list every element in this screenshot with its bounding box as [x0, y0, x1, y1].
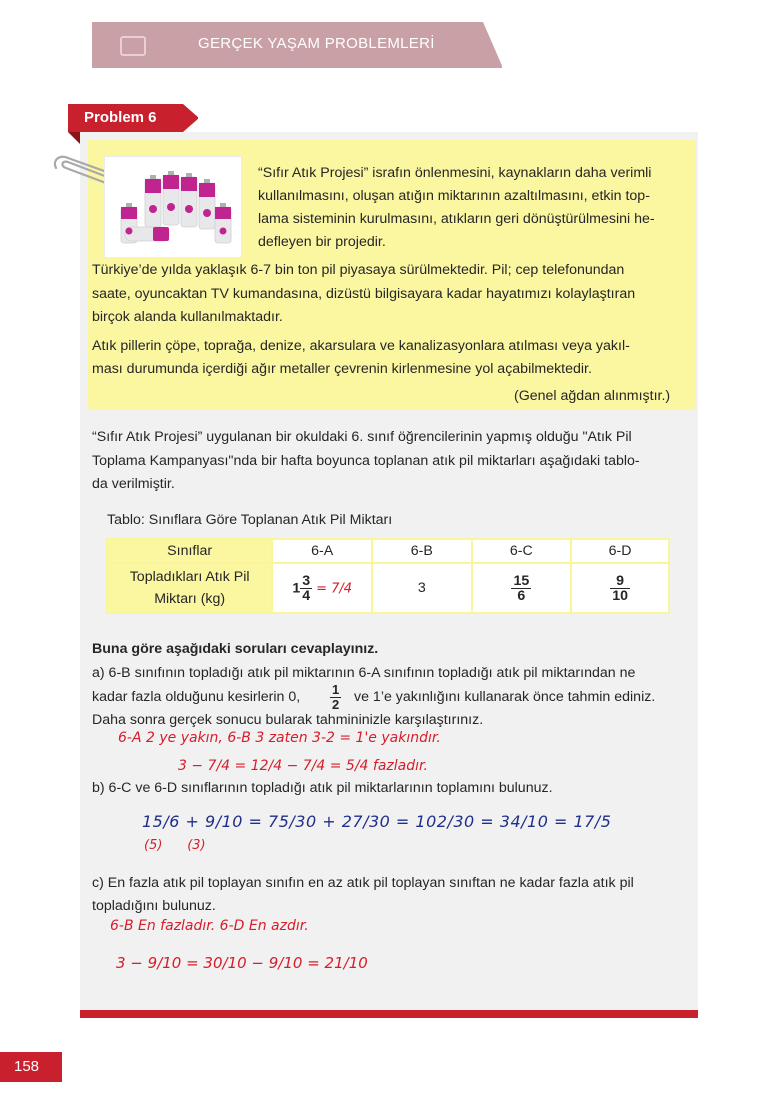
para2-line-3: birçok alanda kullanılmaktadır.: [92, 309, 283, 325]
table-col-6d: 6-D: [571, 539, 669, 563]
value-6c-fraction: [511, 574, 531, 603]
intro-line-3: lama sisteminin kurulmasını, atıkların geri dönüştürülmesini he-: [258, 211, 655, 227]
para3-line-1: Atık pillerin çöpe, toprağa, denize, akarsulara ve kanalizasyonlara atılması veya yakıl-: [92, 338, 630, 354]
handwriting-b-expression: 15/6 + 9/10 = 75/30 + 27/30 = 102/30 = 34/10 = 17/5: [142, 812, 612, 831]
page-header-title: GERÇEK YAŞAM PROBLEMLERİ: [198, 35, 435, 52]
table-caption: Tablo: Sınıflara Göre Toplanan Atık Pil Miktarı: [107, 512, 393, 528]
question-a-line-2: kadar fazla olduğunu kesirlerin 0,: [92, 689, 301, 705]
table-cell-6c: [472, 563, 572, 613]
para2-line-1: Türkiye’de yılda yaklaşık 6-7 bin ton pil piyasaya sürülmektedir. Pil; cep telefonundan: [92, 262, 625, 278]
value-6a-whole: 1: [292, 579, 301, 596]
para4-line-1: “Sıfır Atık Projesi” uygulanan bir okuldaki 6. sınıf öğrencilerinin yapmış olduğu "Atık Pil: [92, 429, 632, 445]
para4-line-3: da verilmiştir.: [92, 476, 175, 492]
value-6a-fraction: [300, 574, 312, 603]
table-cell-6a: [272, 563, 372, 613]
row-label-line-1: Topladıkları Atık Pil: [129, 569, 250, 585]
value-6c-denominator: 6: [517, 587, 526, 604]
half-numerator: 1: [332, 682, 340, 697]
handwriting-b-multipliers: (5) (3): [144, 838, 206, 853]
half-fraction: [330, 683, 341, 712]
para4-line-2: Toplama Kampanyası"nda bir hafta boyunca toplanan atık pil miktarları aşağıdaki tablo-: [92, 453, 640, 469]
intro-line-1: “Sıfır Atık Projesi” israfın önlenmesini, kaynakların daha verimli: [258, 165, 652, 181]
bottom-rule: [80, 1010, 698, 1018]
table-col-6c: 6-C: [472, 539, 572, 563]
handwriting-a-line-2: 3 − 7/4 = 12/4 − 7/4 = 5/4 fazladır.: [178, 758, 428, 774]
intro-line-4: defleyen bir projedir.: [258, 234, 386, 250]
value-6a-numerator: 3: [302, 572, 311, 589]
book-logo-icon: [120, 36, 146, 56]
problem-title: Problem 6: [84, 109, 157, 126]
table-cell-6d: [571, 563, 669, 613]
handwriting-a-line-1: 6-A 2 ye yakın, 6-B 3 zaten 3-2 = 1'e yakındır.: [118, 730, 441, 746]
value-6d-numerator: 9: [610, 574, 630, 589]
page-number: 158: [14, 1058, 40, 1075]
table-row-label: [107, 563, 272, 613]
intro-line-2: kullanılmasını, oluşan atığın miktarının azaltılmasını, etkin top-: [258, 188, 650, 204]
battery-illustration: [105, 157, 241, 257]
table-cell-6b: 3: [372, 563, 471, 613]
para2-line-2: saate, oyuncaktan TV kumandasına, dizüstü bilgisayara kadar hayatımızı kolaylaştıran: [92, 286, 636, 302]
handwriting-c-line-1: 6-B En fazladır. 6-D En azdır.: [110, 918, 309, 934]
para3-line-2: ması durumunda içerdiği ağır metaller çevrenin kirlenmesine yol açabilmektedir.: [92, 361, 592, 377]
value-6a-handwritten: = 7/4: [316, 580, 353, 596]
question-c-line-2: topladığını bulunuz.: [92, 898, 216, 914]
value-6d-fraction: [610, 574, 630, 603]
question-a-line-4: Daha sonra gerçek sonucu bularak tahmininizle karşılaştırınız.: [92, 712, 484, 728]
question-a-line-1: a) 6-B sınıfının topladığı atık pil miktarının 6-A sınıfının topladığı atık pil miktarından ne: [92, 665, 636, 681]
question-b: b) 6-C ve 6-D sınıflarının topladığı atık pil miktarlarının toplamını bulunuz.: [92, 780, 553, 796]
battery-table: [106, 538, 670, 614]
table-values-row: [107, 563, 669, 613]
problem-tab-fold: [68, 132, 80, 144]
value-6d-denominator: 10: [612, 587, 628, 604]
question-a-line-3: ve 1’e yakınlığını kullanarak önce tahmin ediniz.: [354, 689, 656, 705]
handwriting-c-line-2: 3 − 9/10 = 30/10 − 9/10 = 21/10: [116, 954, 368, 972]
half-denominator: 2: [332, 697, 340, 712]
row-label-line-2: Miktarı (kg): [154, 591, 226, 607]
table-col-6b: 6-B: [372, 539, 471, 563]
table-col-6a: 6-A: [272, 539, 372, 563]
table-header-row: [107, 539, 669, 563]
source-note: (Genel ağdan alınmıştır.): [514, 388, 671, 404]
value-6a-denominator: 4: [302, 587, 311, 604]
value-6c-numerator: 15: [513, 572, 530, 589]
table-row-header: Sınıflar: [107, 539, 272, 563]
question-c-line-1: c) En fazla atık pil toplayan sınıfın en az atık pil toplayan sınıftan ne kadar fazla atık pil: [92, 875, 634, 891]
battery-photo: [104, 156, 242, 258]
questions-intro: Buna göre aşağıdaki soruları cevaplayınız.: [92, 641, 379, 657]
